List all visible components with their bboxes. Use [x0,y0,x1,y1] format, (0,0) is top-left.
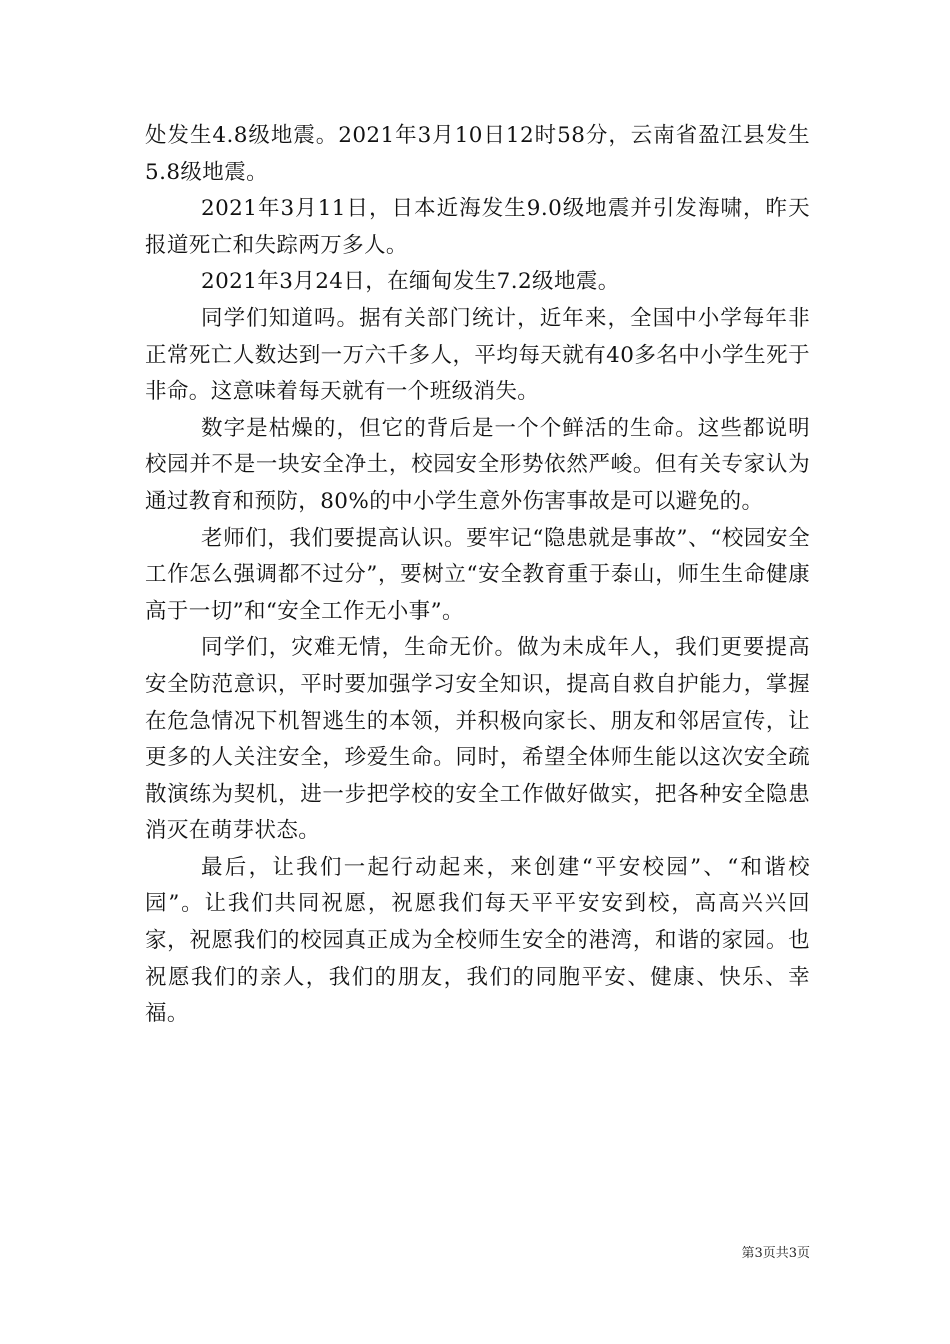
paragraph-5: 数字是枯燥的，但它的背后是一个个鲜活的生命。这些都说明校园并不是一块安全净土，校园安全形势依然严峻。但有关专家认为通过教育和预防，80%的中小学生意外伤害事故是可以避免的。 [145,415,810,514]
page-number: 第3页共3页 [741,1246,810,1261]
paragraph-8: 最后，让我们一起行动起来，来创建“平安校园”、“和谐校园”。让我们共同祝愿，祝愿我们每天平平安安到校，高高兴兴回家，祝愿我们的校园真正成为全校师生安全的港湾，和谐的家园。也祝愿我们的亲人，我们的朋友，我们的同胞平安、健康、快乐、幸福。 [145,854,810,1027]
paragraph-1: 处发生4.8级地震。2021年3月10日12时58分，云南省盈江县发生5.8级地震。 [145,123,810,185]
paragraph-2: 2021年3月11日，日本近海发生9.0级地震并引发海啸，昨天报道死亡和失踪两万多人。 [145,196,810,258]
paragraph-6: 老师们，我们要提高认识。要牢记“隐患就是事故”、“校园安全工作怎么强调都不过分”，要树立“安全教育重于泰山，师生生命健康高于一切”和“安全工作无小事”。 [145,525,810,624]
paragraph-7: 同学们，灾难无情，生命无价。做为未成年人，我们更要提高安全防范意识，平时要加强学习安全知识，提高自救自护能力，掌握在危急情况下机智逃生的本领，并积极向家长、朋友和邻居宣传，让更多的人关注安全，珍爱生命。同时，希望全体师生能以这次安全疏散演练为契机，进一步把学校的安全工作做好做实，把各种安全隐患消灭在萌芽状态。 [145,635,810,844]
paragraph-3: 2021年3月24日，在缅甸发生7.2级地震。 [201,269,620,295]
paragraph-4: 同学们知道吗。据有关部门统计，近年来，全国中小学每年非正常死亡人数达到一万六千多人，平均每天就有40多名中小学生死于非命。这意味着每天就有一个班级消失。 [145,305,810,405]
document-body [145,118,810,1033]
